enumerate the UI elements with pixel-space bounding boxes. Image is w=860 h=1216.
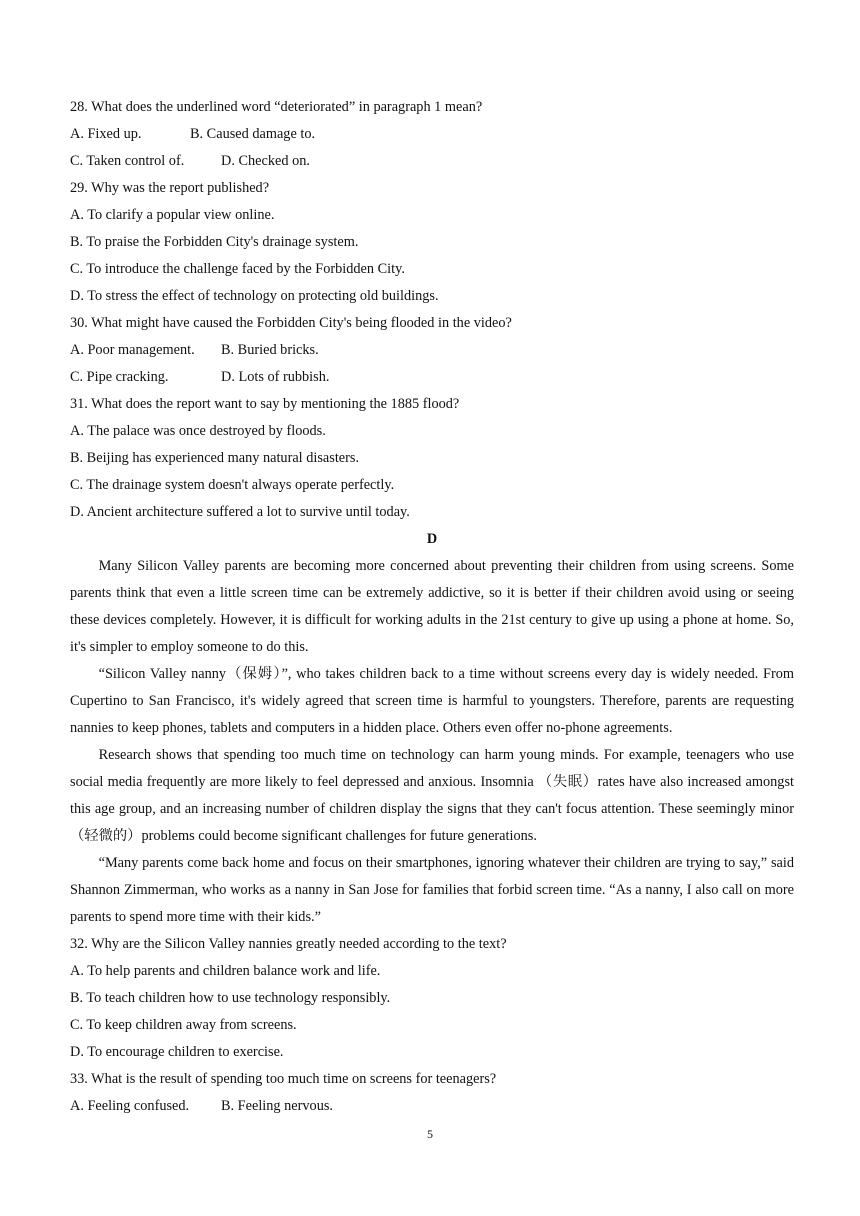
question-stem: 33. What is the result of spending too much time on screens for teenagers? [70, 1071, 497, 1087]
option-a: A. Fixed up. [70, 126, 142, 142]
option-row [70, 148, 794, 175]
option-a: A. To help parents and children balance work and life. [70, 963, 381, 979]
option-c: C. Taken control of. [70, 153, 185, 169]
option-b: B. To praise the Forbidden City's drainage system. [70, 234, 359, 250]
passage-paragraph: Many Silicon Valley parents are becoming more concerned about preventing their children from using screens. Some parents think that even a little screen time can be extremely addictive, so it is better if their children avoid using or seeing these devices completely. However, it is difficult for working adults in the 21st century to give up using a phone at home. So, it's simpler to employ someone to do this. [70, 558, 794, 655]
page-number: 5 [427, 1127, 433, 1141]
question-stem: 30. What might have caused the Forbidden City's being flooded in the video? [70, 315, 512, 331]
option-d: D. To stress the effect of technology on protecting old buildings. [70, 288, 439, 304]
option-d: D. Lots of rubbish. [221, 369, 330, 385]
page-content [70, 94, 794, 1120]
option-c: C. The drainage system doesn't always operate perfectly. [70, 477, 395, 493]
option-b: B. Caused damage to. [190, 126, 316, 142]
option-row [70, 364, 794, 391]
option-c: C. To introduce the challenge faced by the Forbidden City. [70, 261, 405, 277]
passage-paragraph: “Silicon Valley nanny（保姆）”, who takes children back to a time without screens every day is widely needed. From Cupertino to San Francisco, it's widely agreed that screen time is harmful to youngsters. Therefore, parents are requesting nannies to keep phones, tablets and computers in a hidden place. Others even offer no-phone agreements. [70, 666, 794, 736]
question-stem: 31. What does the report want to say by mentioning the 1885 flood? [70, 396, 460, 412]
option-c: C. Pipe cracking. [70, 369, 169, 385]
passage-paragraph: “Many parents come back home and focus on their smartphones, ignoring whatever their children are trying to say,” said Shannon Zimmerman, who works as a nanny in San Jose for families that forbid screen time. “As a nanny, I also call on more parents to spend more time with their kids.” [70, 855, 794, 925]
option-d: D. Ancient architecture suffered a lot to survive until today. [70, 504, 410, 520]
option-a: A. Poor management. [70, 342, 195, 358]
option-row [70, 1093, 794, 1120]
option-b: B. Buried bricks. [221, 342, 319, 358]
question-stem: 29. Why was the report published? [70, 180, 270, 196]
passage-paragraph: Research shows that spending too much time on technology can harm young minds. For example, teenagers who use social media frequently are more likely to feel depressed and anxious. Insomnia （失眠）rates have also increased amongst this age group, and an increasing number of children display the signs that they can't focus attention. These seemingly minor（轻微的）problems could become significant challenges for future generations. [70, 747, 794, 844]
option-c: C. To keep children away from screens. [70, 1017, 297, 1033]
option-row [70, 121, 794, 148]
question-stem: 28. What does the underlined word “deteriorated” in paragraph 1 mean? [70, 99, 483, 115]
option-b: B. To teach children how to use technology responsibly. [70, 990, 391, 1006]
option-d: D. To encourage children to exercise. [70, 1044, 284, 1060]
section-heading: D [426, 531, 438, 547]
option-row [70, 337, 794, 364]
option-b: B. Beijing has experienced many natural disasters. [70, 450, 360, 466]
option-a: A. To clarify a popular view online. [70, 207, 275, 223]
option-a: A. Feeling confused. [70, 1098, 190, 1114]
option-b: B. Feeling nervous. [221, 1098, 333, 1114]
option-a: A. The palace was once destroyed by floods. [70, 423, 326, 439]
option-d: D. Checked on. [221, 153, 310, 169]
question-stem: 32. Why are the Silicon Valley nannies greatly needed according to the text? [70, 936, 507, 952]
